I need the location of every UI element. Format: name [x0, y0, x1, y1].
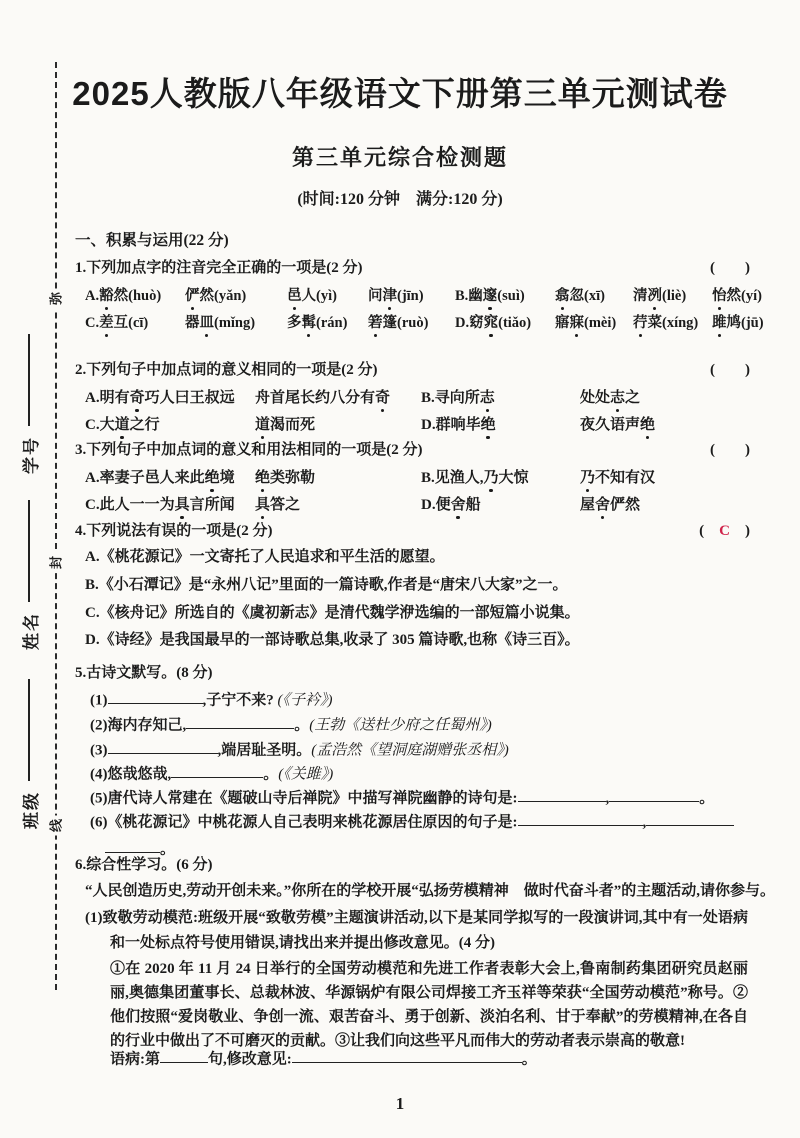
- text-segment: D.群响毕: [421, 417, 481, 433]
- text-segment: 舟首尾长约八分有: [255, 390, 376, 406]
- text-segment: 然(yí): [726, 288, 762, 304]
- name-label: 姓名: [21, 612, 41, 650]
- option-item: [580, 388, 760, 408]
- text-segment: 冽: [647, 288, 662, 304]
- blank-line: [292, 1048, 522, 1063]
- text-segment: 奇: [129, 390, 145, 406]
- text-segment: 处处: [580, 390, 611, 406]
- text-segment: (suì): [497, 288, 525, 304]
- text-segment: 津: [382, 288, 397, 304]
- text-segment: (jīn): [397, 288, 424, 304]
- text-segment: A.: [85, 288, 100, 304]
- question-1-options-row-1: [85, 286, 760, 306]
- option-item: [421, 495, 580, 515]
- text-segment: C.: [85, 315, 100, 331]
- text-segment: 志: [479, 390, 495, 406]
- question-4-option-d: D.《诗经》是我国最早的一部诗歌总集,收录了 305 篇诗歌,也称《诗三百》。: [85, 632, 580, 648]
- paper-subtitle: 第三单元综合检测题: [291, 145, 508, 170]
- option-item: [455, 286, 555, 306]
- text-segment: (rán): [316, 315, 348, 331]
- question-1-answer-bracket: ( ): [710, 260, 750, 276]
- option-item: [421, 388, 580, 408]
- text-segment: 俨然: [610, 497, 641, 513]
- text-segment: ,子宁不来?: [202, 692, 278, 709]
- text-segment: 不知有汉: [595, 470, 656, 486]
- option-item: [85, 415, 255, 435]
- question-3-options-row-1: [85, 468, 760, 488]
- text-segment: 差: [99, 315, 114, 331]
- option-item: [85, 286, 185, 306]
- answer-letter: C: [719, 523, 730, 539]
- text-segment: (6)《桃花源记》中桃花源人自己表明来桃花源居住原因的句子是:: [90, 814, 518, 831]
- option-item: [255, 468, 421, 488]
- option-item: [368, 286, 455, 306]
- name-field: [16, 500, 42, 650]
- text-segment: 然(huò): [113, 288, 162, 304]
- blank-line: [171, 763, 263, 778]
- text-segment: 豁: [99, 288, 114, 304]
- question-2-options-row-1: [85, 388, 760, 408]
- question-2-options-row-2: [85, 415, 760, 435]
- text-segment: 言所闻: [189, 497, 235, 513]
- section-1-heading: 一、积累与运用(22 分): [75, 232, 229, 249]
- text-segment: 寐: [569, 315, 584, 331]
- question-4-answer-bracket: [699, 521, 750, 541]
- text-segment: 问: [368, 288, 383, 304]
- question-2-stem-row: [75, 360, 750, 380]
- class-blank-line: [28, 679, 30, 781]
- option-item: [85, 313, 185, 333]
- question-6-item-1: (1)致敬劳动模范:班级开展“致敬劳模”主题演讲活动,以下是某同学拟写的一段演讲词,其中有一处语病和一处标点符号使用错误,请找出来并提出修改意见。(4 分): [85, 910, 748, 951]
- text-segment: 。: [160, 841, 176, 858]
- text-segment: 道: [255, 417, 271, 433]
- blank-line: [108, 739, 218, 754]
- question-6-speech-text: ①在 2020 年 11 月 24 日举行的全国劳动模范和先进工作者表彰大会上,鲁南制药集团研究员赵丽丽,奥德集团董事长、总裁林波、华源锅炉有限公司焊接工齐玉祥等荣获“全国劳动模范”称号。②他们按照“爱岗敬业、争创一流、艰苦奋斗、勇于创新、淡泊名利、甘于奉献”的劳模精神,在各自的行业中做出了不可磨灭的贡献。③让我们向这些平凡而伟大的劳动者表示崇高的敬意!: [110, 961, 748, 1049]
- text-segment: 荇: [633, 315, 648, 331]
- text-segment: 类弥勒: [270, 470, 316, 486]
- text-segment: 篷(ruò): [382, 315, 429, 331]
- text-segment: 寤: [555, 315, 570, 331]
- text-segment: 。: [263, 766, 279, 783]
- page-number: 1: [395, 1094, 405, 1113]
- question-3-stem: 3.下列句子中加点词的意义和用法相同的一项是(2 分): [75, 442, 423, 458]
- question-6-stem: 6.综合性学习。(6 分): [75, 857, 213, 873]
- text-segment: B.寻向所: [421, 390, 480, 406]
- text-segment: 清: [633, 288, 648, 304]
- text-segment: 乃: [483, 470, 499, 486]
- option-item: [580, 468, 760, 488]
- text-segment: ,: [605, 790, 610, 807]
- question-5-stem: 5.古诗文默写。(8 分): [75, 665, 213, 681]
- option-item: [712, 286, 762, 306]
- text-segment: 屋: [580, 497, 596, 513]
- class-field: [16, 679, 42, 829]
- name-blank-line: [28, 500, 30, 602]
- option-item: [85, 468, 255, 488]
- text-segment: 绝: [204, 470, 220, 486]
- text-segment: 雎: [712, 315, 727, 331]
- text-segment: 窕: [483, 315, 499, 331]
- text-segment: 器: [185, 315, 200, 331]
- question-1-options-row-2: [85, 313, 764, 333]
- text-segment: A.明有: [85, 390, 130, 406]
- text-segment: 然(yǎn): [199, 288, 247, 304]
- option-item: [580, 415, 760, 435]
- question-5-item-1: [90, 689, 333, 710]
- text-segment: 互(cī): [113, 315, 149, 331]
- text-segment: (5)唐代诗人常建在《题破山寺后禅院》中描写禅院幽静的诗句是:: [90, 790, 518, 807]
- text-segment: ): [730, 523, 750, 539]
- text-segment: A.率妻子邑人来此: [85, 470, 205, 486]
- question-2-stem: 2.下列句子中加点词的意义相同的一项是(2 分): [75, 362, 378, 378]
- option-item: [287, 286, 368, 306]
- option-item: [421, 415, 580, 435]
- option-item: [455, 313, 555, 333]
- question-1-stem-row: [75, 258, 750, 278]
- text-segment: 。: [521, 1051, 537, 1068]
- text-segment: 多: [287, 315, 302, 331]
- text-segment: 鸠(jū): [726, 315, 764, 331]
- text-segment: D.窈: [455, 315, 484, 331]
- text-segment: 。: [294, 717, 310, 734]
- blank-line: [518, 811, 643, 826]
- text-segment: ,端居耻圣明。: [217, 742, 312, 759]
- text-segment: (2)海内存知己,: [90, 717, 187, 734]
- text-segment: B.幽: [455, 288, 483, 304]
- text-segment: 志: [610, 390, 626, 406]
- class-label: 班级: [21, 791, 41, 829]
- text-segment: 境: [219, 470, 235, 486]
- text-segment: (: [699, 523, 720, 539]
- question-3-answer-bracket: ( ): [710, 442, 750, 458]
- student-number-blank-line: [28, 334, 30, 426]
- text-segment: 绝: [255, 470, 271, 486]
- question-5-item-3: [90, 739, 509, 760]
- seal-char-feng: 封: [47, 553, 66, 573]
- option-item: [185, 286, 287, 306]
- text-segment: 舍: [450, 497, 466, 513]
- question-6-answer-line: [110, 1048, 537, 1069]
- blank-line: [186, 714, 294, 729]
- question-3-options-row-2: [85, 495, 760, 515]
- text-segment: 大惊: [498, 470, 529, 486]
- text-segment: (孟浩然《望洞庭湖赠张丞相》): [311, 742, 509, 759]
- text-segment: 乃: [580, 470, 596, 486]
- text-segment: 邃: [482, 288, 498, 304]
- question-1-stem: 1.下列加点字的注音完全正确的一项是(2 分): [75, 260, 363, 276]
- question-4-option-a: A.《桃花源记》一文寄托了人民追求和平生活的愿望。: [85, 549, 445, 565]
- question-5-item-6: [90, 811, 734, 832]
- text-segment: (liè): [662, 288, 687, 304]
- seal-char-xian: 线: [47, 816, 66, 836]
- student-number-field: [16, 334, 42, 474]
- text-segment: (《关雎》): [278, 766, 334, 783]
- option-item: [633, 286, 712, 306]
- text-segment: 答之: [270, 497, 301, 513]
- text-segment: 语病:第: [110, 1051, 160, 1068]
- option-item: [85, 388, 255, 408]
- question-4-stem-row: [75, 521, 750, 541]
- text-segment: (1): [90, 692, 108, 709]
- text-segment: 之行: [129, 417, 160, 433]
- question-4-stem: 4.下列说法有误的一项是(2 分): [75, 523, 273, 539]
- option-item: [580, 495, 760, 515]
- text-segment: 绝: [480, 417, 496, 433]
- text-segment: D.便: [421, 497, 451, 513]
- blank-line: [108, 689, 203, 704]
- text-segment: 句,修改意见:: [208, 1051, 292, 1068]
- text-segment: 具: [255, 497, 271, 513]
- text-segment: 髯: [301, 315, 316, 331]
- text-segment: (《子衿》): [277, 692, 333, 709]
- text-segment: (王勃《送杜少府之任蜀州》): [309, 717, 492, 734]
- option-item: [712, 313, 764, 333]
- text-segment: (mèi): [584, 315, 617, 331]
- text-segment: 箬: [368, 315, 383, 331]
- text-segment: ,: [642, 814, 647, 831]
- time-score-info: (时间:120 分钟 满分:120 分): [297, 191, 503, 208]
- text-segment: 怡: [712, 288, 727, 304]
- text-segment: 奇: [375, 390, 391, 406]
- text-segment: 道: [114, 417, 130, 433]
- text-segment: (tiǎo): [498, 315, 532, 331]
- question-2-answer-bracket: ( ): [710, 362, 750, 378]
- seal-char-mi: 弥: [47, 289, 66, 309]
- text-segment: (4)悠哉悠哉,: [90, 766, 172, 783]
- question-4-option-b: B.《小石潭记》是“永州八记”里面的一篇诗歌,作者是“唐宋八大家”之一。: [85, 577, 568, 593]
- option-item: [633, 313, 712, 333]
- question-3-stem-row: [75, 440, 750, 460]
- blank-line: [518, 787, 606, 802]
- text-segment: B.见渔人,: [421, 470, 484, 486]
- text-segment: 俨: [185, 288, 200, 304]
- text-segment: C.大: [85, 417, 115, 433]
- text-segment: 忽(xī): [569, 288, 605, 304]
- option-item: [85, 495, 255, 515]
- text-segment: 。: [699, 790, 715, 807]
- option-item: [255, 495, 421, 515]
- text-segment: 人(yì): [301, 288, 337, 304]
- question-5-item-4: [90, 763, 333, 784]
- option-item: [185, 313, 287, 333]
- option-item: [421, 468, 580, 488]
- blank-line: [646, 811, 734, 826]
- text-segment: 舍: [595, 497, 611, 513]
- text-segment: 夜久语声: [580, 417, 641, 433]
- question-6-intro: “人民创造历史,劳动开创未来。”你所在的学校开展“弘扬劳模精神 做时代奋斗者”的主题活动,请你参与。: [85, 883, 776, 899]
- option-item: [287, 313, 368, 333]
- text-segment: 皿: [199, 315, 214, 331]
- option-item: [255, 388, 421, 408]
- blank-line: [609, 787, 699, 802]
- text-segment: 翕: [555, 288, 570, 304]
- text-segment: (mǐng): [214, 315, 256, 331]
- text-segment: 具: [174, 497, 190, 513]
- blank-line: [105, 838, 160, 853]
- paper-title: 2025人教版八年级语文下册第三单元测试卷: [72, 75, 728, 112]
- text-segment: 之: [625, 390, 641, 406]
- option-item: [368, 313, 455, 333]
- option-item: [555, 313, 633, 333]
- text-segment: 邑: [287, 288, 302, 304]
- text-segment: (3): [90, 742, 108, 759]
- text-segment: 巧人曰王叔远: [144, 390, 235, 406]
- text-segment: C.此人一一为: [85, 497, 175, 513]
- question-5-item-5: [90, 787, 714, 808]
- text-segment: 渴而死: [270, 417, 316, 433]
- text-segment: 绝: [640, 417, 656, 433]
- question-5-item-2: [90, 714, 492, 735]
- question-4-option-c: C.《核舟记》所选自的《虞初新志》是清代魏学洢选编的一部短篇小说集。: [85, 605, 580, 621]
- option-item: [255, 415, 421, 435]
- text-segment: 菜(xíng): [647, 315, 699, 331]
- blank-line: [160, 1048, 208, 1063]
- student-number-label: 学号: [21, 436, 41, 474]
- option-item: [555, 286, 633, 306]
- text-segment: 船: [465, 497, 481, 513]
